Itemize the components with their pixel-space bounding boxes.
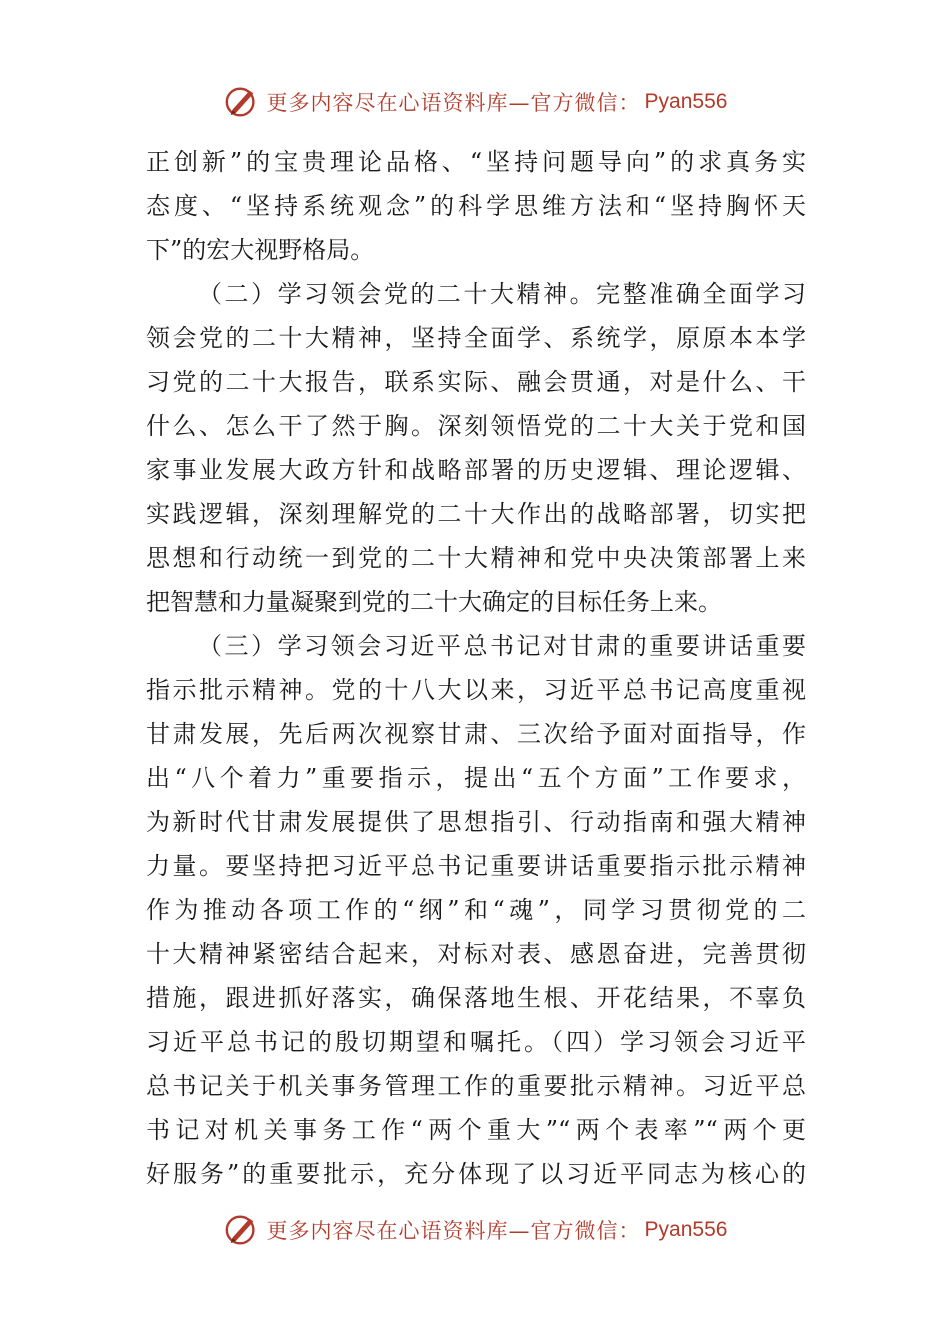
text-line: 什么、怎么干了然于胸。深刻领悟党的二十大关于党和国: [146, 412, 806, 440]
watermark-wechat-id: Pyan556: [644, 1218, 728, 1241]
header-watermark: [0, 80, 950, 124]
document-body: [146, 140, 806, 1196]
paragraph-2: [146, 272, 806, 624]
text-line: 总书记关于机关事务管理工作的重要批示精神。习近平总: [146, 1072, 806, 1100]
text-line: 思想和行动统一到党的二十大精神和党中央决策部署上来: [146, 544, 806, 572]
paragraph-3: [146, 624, 806, 1196]
paragraph-1: [146, 140, 806, 272]
text-line: 家事业发展大政方针和战略部署的历史逻辑、理论逻辑、: [146, 456, 806, 484]
watermark-wechat-id: Pyan556: [644, 90, 728, 113]
text-line: 指示批示精神。党的十八大以来，习近平总书记高度重视: [146, 676, 806, 704]
text-line: 习近平总书记的殷切期望和嘱托。（四）学习领会习近平: [146, 1028, 806, 1056]
watermark-text: 更多内容尽在心语资料库—官方微信：: [266, 1219, 641, 1243]
watermark-text: 更多内容尽在心语资料库—官方微信：: [266, 91, 641, 115]
text-line: 正创新”的宝贵理论品格、“坚持问题导向”的求真务实: [146, 148, 806, 176]
text-line: 实践逻辑，深刻理解党的二十大作出的战略部署，切实把: [146, 500, 806, 528]
text-line: 为新时代甘肃发展提供了思想指引、行动指南和强大精神: [146, 808, 806, 836]
text-line: 下”的宏大视野格局。: [146, 236, 375, 264]
text-line: 十大精神紧密结合起来，对标对表、感恩奋进，完善贯彻: [146, 940, 806, 968]
text-line: 领会党的二十大精神，坚持全面学、系统学，原原本本学: [146, 324, 806, 352]
text-line: 措施，跟进抓好落实，确保落地生根、开花结果，不辜负: [146, 984, 806, 1012]
text-line: 书记对机关事务工作“两个重大”“两个表率”“两个更: [146, 1116, 806, 1144]
text-line: 出“八个着力”重要指示，提出“五个方面”工作要求，: [146, 764, 806, 792]
pen-logo-icon: [223, 83, 261, 121]
text-line: 把智慧和力量凝聚到党的二十大确定的目标任务上来。: [146, 588, 722, 616]
text-line: 作为推动各项工作的“纲”和“魂”，同学习贯彻党的二: [146, 896, 806, 924]
footer-watermark: [0, 1208, 950, 1252]
text-line: （二）学习领会党的二十大精神。完整准确全面学习: [198, 280, 806, 308]
text-line: 甘肃发展，先后两次视察甘肃、三次给予面对面指导，作: [146, 720, 806, 748]
text-line: 好服务”的重要批示，充分体现了以习近平同志为核心的: [146, 1160, 806, 1188]
text-line: （三）学习领会习近平总书记对甘肃的重要讲话重要: [198, 632, 806, 660]
text-line: 习党的二十大报告，联系实际、融会贯通，对是什么、干: [146, 368, 806, 396]
pen-logo-icon: [223, 1211, 261, 1249]
text-line: 态度、“坚持系统观念”的科学思维方法和“坚持胸怀天: [146, 192, 806, 220]
text-line: 力量。要坚持把习近平总书记重要讲话重要指示批示精神: [146, 852, 806, 880]
